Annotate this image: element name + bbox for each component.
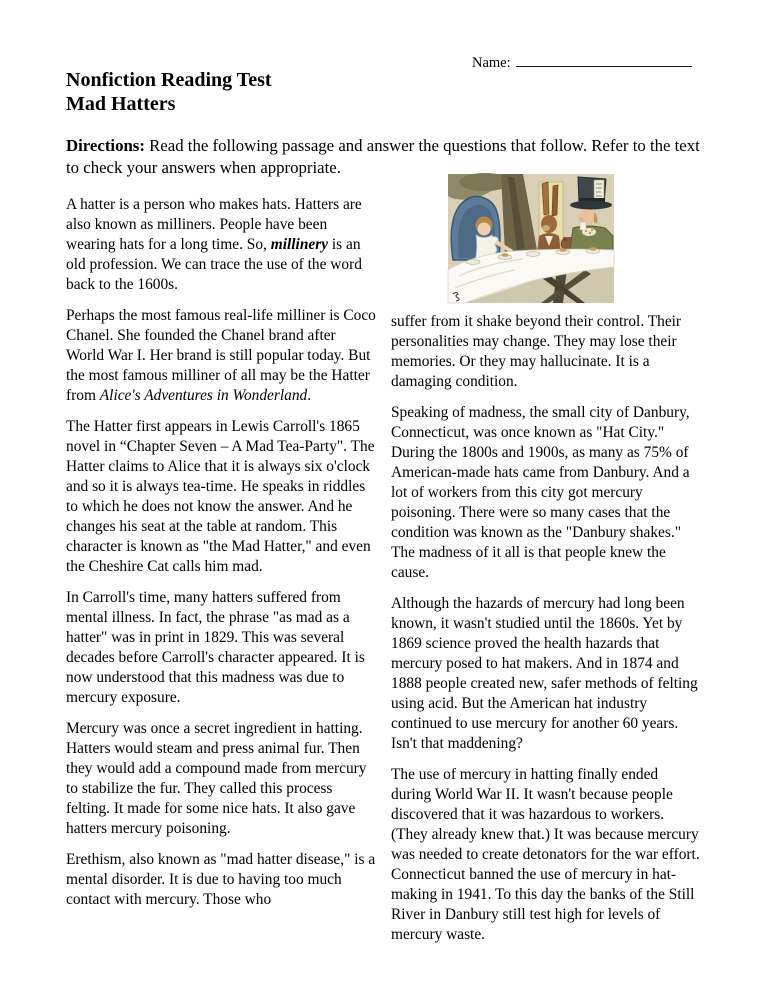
paragraph-1: A hatter is a person who makes hats. Hatters are also known as milliners. People have been wearing hats for a long time. So, millinery is an old profession. We can trace the use of the word back to the 1600s. [66, 196, 362, 293]
title-passage-name: Mad Hatters [66, 93, 176, 115]
directions-text: Directions: Read the following passage and answer the questions that follow. Refer to the text to check your answers when appropriate. [66, 136, 700, 177]
paragraph-4: In Carroll's time, many hatters suffered from mental illness. In fact, the phrase "as mad as a hatter" was in print in 1829. This was several decades before Carroll's character appeared. It is now understood that this madness was due to mercury exposure. [66, 589, 365, 706]
paragraph-8: Speaking of madness, the small city of Danbury, Connecticut, was once known as "Hat City." During the 1800s and 1900s, as many as 75% of American-made hats came from Danbury. And a lot of workers from this city got mercury poisoning. There were so many cases that the condition was known as the "Danbury shakes." The madness of it all is that people knew the cause. [391, 404, 690, 581]
passage-columns [66, 195, 702, 945]
paragraph-3: The Hatter first appears in Lewis Carroll's 1865 novel in “Chapter Seven – A Mad Tea-Party". The Hatter claims to Alice that it is always six o'clock and so it is always tea-time. He speaks in riddles to which he does not know the answer. And he changes his seat at the table at random. This character is known as "the Mad Hatter," and even the Cheshire Cat calls him mad. [66, 418, 375, 575]
passage-left-column [66, 195, 377, 945]
paragraph-6: Erethism, also known as "mad hatter disease," is a mental disorder. It is due to having too much contact with mercury. Those who [66, 851, 376, 908]
name-label: Name: [472, 55, 511, 71]
page-title [66, 68, 702, 116]
passage-right-column [391, 195, 702, 945]
paragraph-9: Although the hazards of mercury had long been known, it wasn't studied until the 1860s. Yet by 1869 science proved the health hazards that mercury posed to hat makers. And in 1874 and 1888 people created new, safer methods of felting using acid. But the American hat industry continued to use mercury for another 60 years. Isn't that maddening? [391, 595, 698, 752]
paragraph-10: The use of mercury in hatting finally ended during World War II. It wasn't because people discovered that it was hazardous to workers. (They already knew that.) It was because mercury was needed to create detonators for the war effort. Connecticut banned the use of mercury in hat-making in 1941. To this day the banks of the Still River in Danbury still test high for levels of mercury waste. [391, 766, 700, 943]
title-test-name: Nonfiction Reading Test [66, 69, 272, 91]
mad-tea-party-illustration [445, 172, 617, 305]
paragraph-5: Mercury was once a secret ingredient in hatting. Hatters would steam and press animal fur. Then they would add a compound made from mercury to stabilize the fur. They called this process felting. It made for some nice hats. It also gave hatters mercury poisoning. [66, 720, 367, 837]
paragraph-7: suffer from it shake beyond their control. Their personalities may change. They may lose their memories. Or they may hallucinate. It is a damaging condition. [391, 313, 682, 390]
name-row [472, 54, 692, 72]
name-blank-line [516, 54, 692, 67]
paragraph-2: Perhaps the most famous real-life milliner is Coco Chanel. She founded the Chanel brand after World War I. Her brand is still popular today. But the most famous milliner of all may be the Hatter from Alice's Adventures in Wonderland. [66, 307, 376, 404]
